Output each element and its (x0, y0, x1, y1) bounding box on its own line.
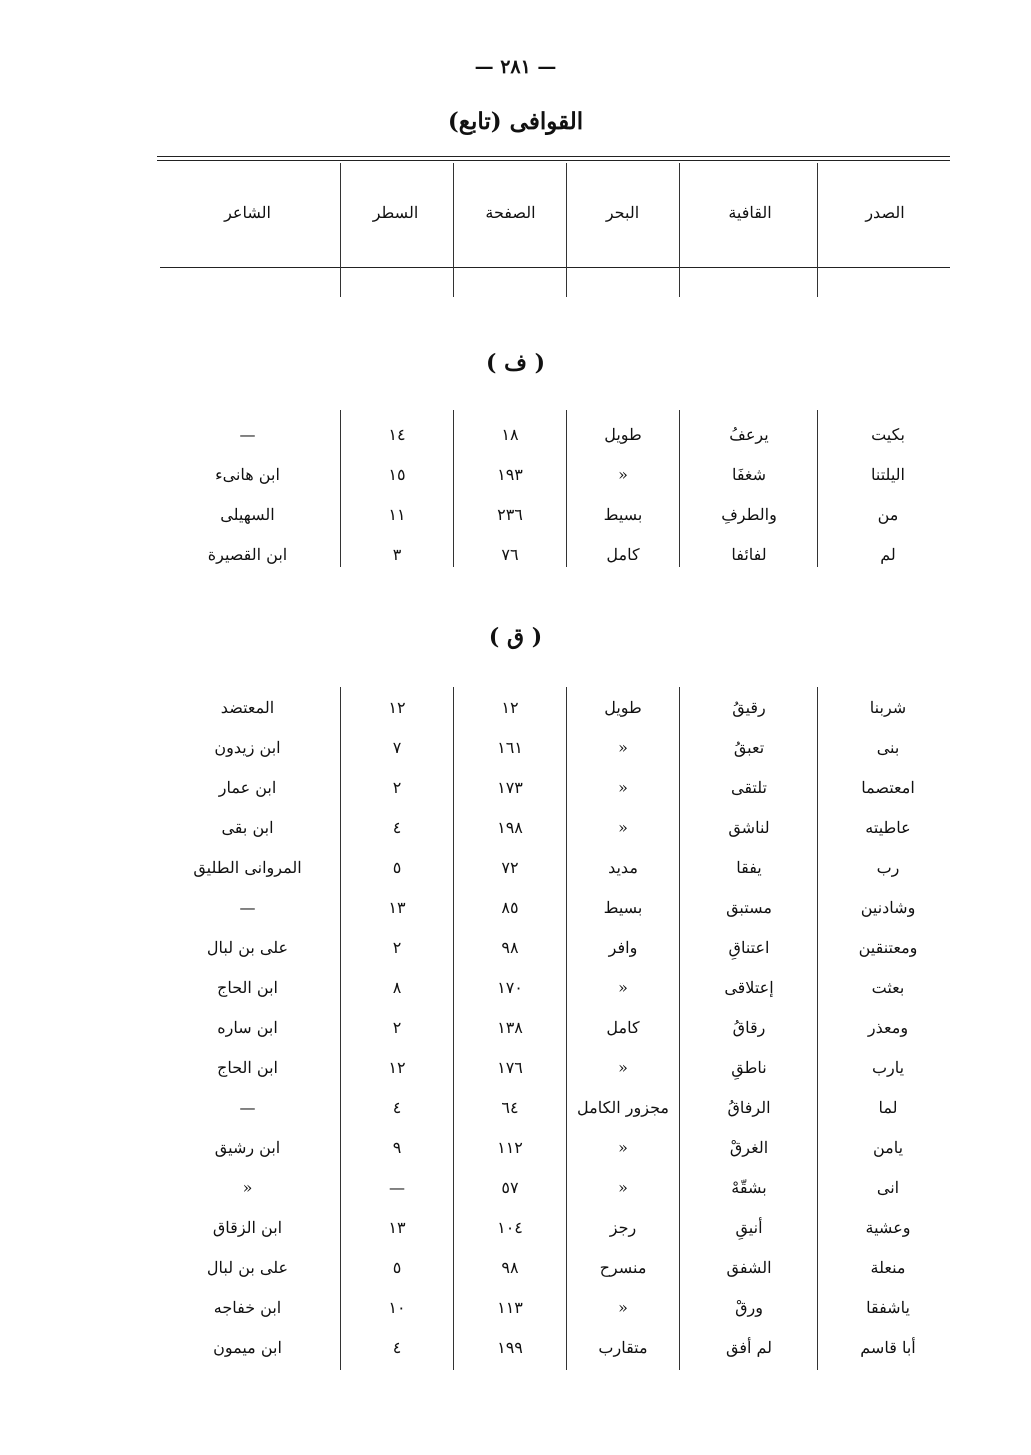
cell-shaer: — (239, 425, 256, 444)
cell-bahr: » (618, 1138, 628, 1157)
cell-sadr: من (877, 505, 899, 524)
cell-satr: ٣ (392, 545, 402, 564)
cell-qafia: إعتلاقى (724, 978, 774, 997)
cell-safha: ١٩٩ (497, 1338, 523, 1357)
cell-qafia: رقيقُ (732, 698, 766, 717)
cell-satr: ٢ (392, 1018, 402, 1037)
cell-safha: ٩٨ (501, 1258, 519, 1277)
cell-satr: ٤ (392, 1338, 402, 1357)
cell-sadr: اليلتنا (871, 465, 905, 484)
cell-sadr: رب (876, 858, 900, 877)
header-shaer: الشاعر (224, 203, 271, 222)
cell-sadr: بكيت (871, 425, 905, 444)
cell-shaer: ابن الزقاق (212, 1218, 283, 1237)
cell-safha: ٨٥ (501, 898, 519, 917)
cell-bahr: بسيط (603, 505, 643, 524)
header-divider (566, 163, 567, 297)
cell-shaer: ابن ميمون (213, 1338, 282, 1357)
section-divider (817, 410, 818, 567)
cell-satr: ٨ (392, 978, 402, 997)
cell-satr: ١٣ (388, 1218, 406, 1237)
header-sadr: الصدر (865, 203, 905, 222)
cell-satr: ٥ (392, 1258, 402, 1277)
cell-bahr: متقارب (598, 1338, 648, 1357)
cell-safha: ٥٧ (501, 1178, 519, 1197)
section-letter-fa: ( ف ) (486, 350, 545, 376)
cell-bahr: كامل (606, 1018, 640, 1037)
cell-bahr: » (618, 778, 628, 797)
cell-satr: ١١ (388, 505, 406, 524)
cell-qafia: أنيقِ (735, 1218, 763, 1237)
section-divider (453, 410, 454, 567)
cell-qafia: الرفاقُ (727, 1098, 771, 1117)
cell-bahr: » (618, 465, 628, 484)
cell-sadr: عاطيته (865, 818, 911, 837)
cell-satr: ٥ (392, 858, 402, 877)
cell-qafia: اعتناقِ (728, 938, 770, 957)
section-divider (566, 687, 567, 1370)
cell-sadr: وشادنين (860, 898, 916, 917)
section-letter-qaf: ( ق ) (488, 624, 543, 650)
cell-safha: ١٦١ (497, 738, 523, 757)
header-satr: السطر (372, 203, 419, 222)
cell-sadr: انى (876, 1178, 900, 1197)
cell-qafia: لفائفا (731, 545, 767, 564)
header-divider (340, 163, 341, 297)
cell-safha: ٦٤ (501, 1098, 519, 1117)
header-divider (453, 163, 454, 297)
cell-bahr: » (618, 818, 628, 837)
header-divider (817, 163, 818, 297)
cell-qafia: يرعفُ (729, 425, 769, 444)
cell-safha: ١٨ (501, 425, 519, 444)
cell-safha: ١٠٤ (497, 1218, 523, 1237)
cell-satr: ١٣ (388, 898, 406, 917)
cell-safha: ١٧٠ (497, 978, 523, 997)
cell-safha: ١٧٣ (497, 778, 523, 797)
cell-bahr: » (618, 1298, 628, 1317)
cell-safha: ٩٨ (501, 938, 519, 957)
cell-qafia: يفقا (736, 858, 762, 877)
cell-sadr: ياشفقا (866, 1298, 910, 1317)
cell-satr: ٩ (392, 1138, 402, 1157)
cell-bahr: بسيط (603, 898, 643, 917)
cell-sadr: شربنا (869, 698, 907, 717)
cell-sadr: أبا قاسم (860, 1338, 916, 1357)
cell-shaer: على بن لبال (206, 1258, 289, 1277)
cell-satr: ٧ (392, 738, 402, 757)
cell-qafia: تلتقى (730, 778, 767, 797)
header-divider (679, 163, 680, 297)
cell-satr: ٢ (392, 778, 402, 797)
cell-satr: ١٠ (388, 1298, 406, 1317)
cell-safha: ٧٢ (501, 858, 519, 877)
cell-bahr: مجزور الكامل (577, 1098, 669, 1117)
cell-qafia: ناطقِ (731, 1058, 767, 1077)
cell-sadr: منعلة (870, 1258, 906, 1277)
cell-bahr: طويل (604, 425, 642, 444)
page-number: — ٢٨١ — (474, 56, 557, 78)
cell-bahr: منسرح (599, 1258, 647, 1277)
cell-qafia: لناشق (728, 818, 770, 837)
cell-shaer: ابن الحاج (216, 978, 278, 997)
cell-sadr: ومعذر (867, 1018, 909, 1037)
section-divider (679, 410, 680, 567)
cell-shaer: ابن رشيق (214, 1138, 281, 1157)
cell-safha: ١٩٣ (497, 465, 523, 484)
section-divider (340, 410, 341, 567)
section-divider (679, 687, 680, 1370)
cell-safha: ١١٣ (497, 1298, 523, 1317)
cell-qafia: الغرقْ (729, 1138, 769, 1157)
cell-shaer: — (239, 1098, 256, 1117)
cell-bahr: طويل (604, 698, 642, 717)
header-qafia: القافية (728, 203, 772, 222)
cell-qafia: مستبق (726, 898, 772, 917)
cell-shaer: — (239, 898, 256, 917)
cell-satr: ١٤ (388, 425, 406, 444)
cell-shaer: ابن عمار (218, 778, 277, 797)
cell-bahr: » (618, 1058, 628, 1077)
cell-safha: ١٧٦ (497, 1058, 523, 1077)
cell-satr: ٤ (392, 818, 402, 837)
cell-sadr: يامن (872, 1138, 904, 1157)
cell-bahr: رجز (609, 1218, 637, 1237)
cell-safha: ٢٣٦ (497, 505, 523, 524)
cell-sadr: لم (880, 545, 896, 564)
cell-shaer: على بن لبال (206, 938, 289, 957)
cell-shaer: ابن القصيرة (207, 545, 288, 564)
cell-satr: ٤ (392, 1098, 402, 1117)
cell-bahr: » (618, 978, 628, 997)
page-title: (تابع) القوافى (447, 108, 584, 135)
cell-sadr: بعثت (871, 978, 905, 997)
cell-safha: ٧٦ (501, 545, 519, 564)
cell-bahr: وافر (608, 938, 638, 957)
cell-shaer: ابن بقى (221, 818, 274, 837)
cell-safha: ١١٢ (497, 1138, 523, 1157)
cell-sadr: يارب (871, 1058, 905, 1077)
cell-shaer: ابن زيدون (214, 738, 281, 757)
cell-qafia: رقاقُ (732, 1018, 766, 1037)
cell-satr: ٢ (392, 938, 402, 957)
cell-satr: ١٢ (388, 698, 406, 717)
section-divider (453, 687, 454, 1370)
header-top-rule (157, 156, 950, 157)
cell-safha: ١٣٨ (497, 1018, 523, 1037)
cell-shaer: ابن ساره (217, 1018, 278, 1037)
cell-qafia: شغفَا (731, 465, 767, 484)
header-bottom-rule (160, 267, 950, 268)
section-divider (566, 410, 567, 567)
cell-bahr: مديد (608, 858, 638, 877)
cell-shaer: السهيلى (220, 505, 275, 524)
cell-sadr: امعتصما (861, 778, 915, 797)
cell-qafia: تعبقُ (733, 738, 765, 757)
cell-shaer: المعتضد (220, 698, 275, 717)
header-safha: الصفحة (485, 203, 536, 222)
header-bahr: البحر (605, 203, 640, 222)
cell-shaer: ابن الحاج (216, 1058, 278, 1077)
cell-shaer: ابن خفاجه (213, 1298, 282, 1317)
cell-shaer: » (242, 1178, 253, 1197)
cell-bahr: كامل (606, 545, 640, 564)
cell-shaer: المروانى الطليق (193, 858, 302, 877)
cell-satr: ١٢ (388, 1058, 406, 1077)
cell-sadr: لما (878, 1098, 898, 1117)
section-divider (817, 687, 818, 1370)
cell-safha: ١٩٨ (497, 818, 523, 837)
cell-safha: ١٢ (501, 698, 519, 717)
cell-qafia: بشقّهْ (731, 1178, 767, 1197)
cell-bahr: » (618, 738, 628, 757)
cell-qafia: الشفق (726, 1258, 772, 1277)
cell-bahr: » (618, 1178, 628, 1197)
cell-satr: — (389, 1178, 405, 1197)
cell-shaer: ابن هانىء (215, 465, 280, 484)
cell-qafia: والطرفِ (721, 505, 777, 524)
header-top-rule-2 (157, 160, 950, 161)
section-divider (340, 687, 341, 1370)
cell-qafia: ورقْ (735, 1298, 763, 1317)
cell-sadr: بنى (876, 738, 900, 757)
cell-qafia: لم أفق (725, 1338, 773, 1357)
cell-satr: ١٥ (388, 465, 406, 484)
cell-sadr: ومعتنقين (858, 938, 918, 957)
cell-sadr: وعشية (865, 1218, 911, 1237)
